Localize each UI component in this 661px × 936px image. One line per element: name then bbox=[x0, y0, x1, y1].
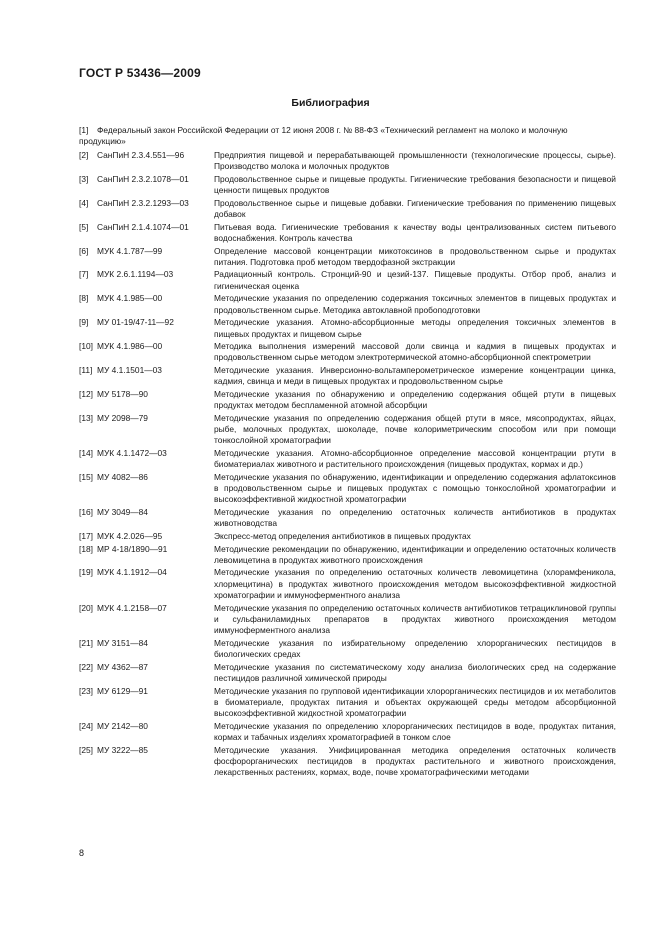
bibliography-entry bbox=[79, 269, 616, 292]
entry-number: [7] bbox=[79, 269, 89, 280]
entry-text: Экспресс-метод определения антибиотиков в пищевых продуктах bbox=[214, 530, 471, 541]
entry-text: Предприятия пищевой и перерабатывающей промышленности (технологические процессы, сырье). Производство молока и молочных продуктов bbox=[214, 150, 616, 172]
entry-text: Методические указания. Атомно-абсорбционное определение массовой концентрации ртути в биоматериалах животного и растительного происхождения (пищевых продуктах, кормах и др.) bbox=[214, 447, 616, 470]
entry-code: МУК 2.6.1.1194—03 bbox=[97, 269, 174, 280]
bibliography-entry bbox=[79, 567, 616, 601]
entry-code: МУК 4.2.026—95 bbox=[97, 530, 163, 541]
bibliography-entry bbox=[79, 507, 616, 530]
entry-number: [18] bbox=[79, 543, 93, 554]
entry-number: [15] bbox=[79, 471, 93, 482]
bibliography-entry bbox=[79, 174, 616, 197]
entry-number: [22] bbox=[79, 661, 93, 672]
entry-reference bbox=[79, 662, 214, 685]
entry-reference bbox=[79, 389, 214, 412]
entry-text: Питьевая вода. Гигиенические требования к качеству воды централизованных систем питьевого водоснабжения. Контроль качества bbox=[214, 221, 616, 243]
entry-number: [11] bbox=[79, 365, 93, 376]
entry-reference bbox=[79, 544, 214, 567]
entry-code: МУ 5178—90 bbox=[97, 388, 148, 399]
entry-reference bbox=[79, 246, 214, 269]
entry-text: Методика выполнения измерений массовой доли свинца и кадмия в пищевых продуктах и продовольственном сырье методом электротермической атомно-абсорбционной спектрометрии bbox=[214, 341, 616, 363]
bibliography-entry bbox=[79, 662, 616, 685]
entry-code: СанПиН 2.3.4.551—96 bbox=[97, 150, 185, 160]
entry-number: [4] bbox=[79, 197, 89, 208]
entry-text: Методические указания по обнаружению, идентификации и определению содержания афлатоксинов в продовольственном сырье и пищевых продуктах с помощью тонкослойной хроматографии и высокоэффективной жидкостной хроматографии bbox=[214, 471, 616, 505]
entry-text: Методические рекомендации по обнаружению, идентификации и определению остаточных количеств левомицетина в продуктах животного происхождения bbox=[214, 543, 616, 565]
document-code: ГОСТ Р 53436—2009 bbox=[79, 66, 201, 80]
entry-reference bbox=[79, 269, 214, 292]
entry-reference bbox=[79, 341, 214, 364]
entry-number: [10] bbox=[79, 341, 93, 352]
bibliography-entry bbox=[79, 150, 616, 173]
entry-code: МУК 4.1.985—00 bbox=[97, 293, 163, 304]
bibliography-entry bbox=[79, 638, 616, 661]
entry-text: Методические указания по обнаружению и определению содержания общей ртути в пищевых продуктах методом беспламенной атомной абсорбции bbox=[214, 388, 616, 411]
entry-text: Радиационный контроль. Стронций-90 и цезий-137. Пищевые продукты. Отбор проб, анализ и гигиеническая оценка bbox=[214, 269, 616, 291]
entry-reference bbox=[79, 603, 214, 637]
bibliography-entry bbox=[79, 531, 616, 542]
entry-number: [24] bbox=[79, 720, 93, 731]
entry-reference bbox=[79, 721, 214, 744]
bibliography-entry-intro bbox=[79, 125, 616, 148]
entry-code: МУ 2142—80 bbox=[97, 720, 148, 731]
entry-text: Методические указания по определению содержания общей ртути в мясе, мясопродуктах, яйцах, рыбе, молочных продуктах, шоколаде, почве колориметрическим способом или при помощи тонкослойной хроматографии bbox=[214, 412, 616, 446]
entry-code: СанПиН 2.3.2.1078—01 bbox=[97, 173, 189, 184]
entry-code: СанПиН 2.3.2.1293—03 bbox=[97, 197, 189, 208]
entry-text: Федеральный закон Российской Федерации от 12 июня 2008 г. № 88-ФЗ «Технический регламент на молоко и молочную продукцию» bbox=[79, 125, 568, 147]
entry-number: [3] bbox=[79, 173, 89, 184]
entry-code: МУК 4.1.2158—07 bbox=[97, 602, 167, 613]
entry-number: [20] bbox=[79, 602, 93, 613]
entry-reference bbox=[79, 745, 214, 779]
entry-text: Продовольственное сырье и пищевые добавки. Гигиенические требования по применению пищевых добавок bbox=[214, 197, 616, 220]
entry-text: Методические указания по избирательному определению хлорорганических пестицидов в биологических средах bbox=[214, 637, 616, 660]
bibliography-entry bbox=[79, 745, 616, 779]
entry-number: [1] bbox=[79, 125, 89, 135]
entry-number: [25] bbox=[79, 744, 93, 755]
entry-text: Методические указания по определению остаточных количеств антибиотиков тетрациклиновой группы и сульфаниламидных препаратов в продуктах животного происхождения методом иммуноферментного анализа bbox=[214, 602, 616, 636]
entry-reference bbox=[79, 448, 214, 471]
entry-code: МУ 4.1.1501—03 bbox=[97, 365, 162, 376]
page-title: Библиография bbox=[291, 97, 370, 109]
entry-code: МР 4-18/1890—91 bbox=[97, 543, 168, 554]
bibliography-entry bbox=[79, 365, 616, 388]
entry-text: Определение массовой концентрации микотоксинов в продовольственном сырье и продуктах питания. Подготовка проб методом твердофазной экстракции bbox=[214, 245, 616, 267]
entry-text: Продовольственное сырье и пищевые продукты. Гигиенические требования безопасности и пищевой ценности пищевых продуктов bbox=[214, 173, 616, 196]
page-number: 8 bbox=[79, 848, 85, 858]
entry-reference bbox=[79, 567, 214, 601]
entry-reference bbox=[79, 150, 214, 173]
bibliography-entry bbox=[79, 341, 616, 364]
entry-reference bbox=[79, 507, 214, 530]
entry-text: Методические указания. Инверсионно-вольтамперометрическое измерение концентрации цинка, кадмия, свинца и меди в пищевых продуктах и продовольственном сырье bbox=[214, 365, 616, 387]
entry-number: [9] bbox=[79, 317, 89, 328]
entry-code: МУ 4362—87 bbox=[97, 661, 148, 672]
bibliography-entry bbox=[79, 686, 616, 720]
entry-code: МУ 3049—84 bbox=[97, 507, 148, 518]
entry-text: Методические указания по определению хлорорганических пестицидов в воде, продуктах питания, кормах и табачных изделиях хроматографией в тонком слое bbox=[214, 720, 616, 743]
entry-code: МУК 4.1.986—00 bbox=[97, 341, 163, 352]
entry-text: Методические указания. Унифицированная методика определения остаточных количеств фосфорорганических пестицидов в продуктах растительного и животного происхождения, лекарственных растениях, кормах, воде, почве хроматографическими методами bbox=[214, 744, 616, 778]
entry-number: [19] bbox=[79, 567, 93, 578]
entry-text: Методические указания по определению остаточных количеств левомицетина (хлорамфеникола, хлормецитина) в продуктах животного происхождения методом высокоэффективной жидкостной хроматографии и иммуноферментного анализа bbox=[214, 567, 616, 601]
entry-reference bbox=[79, 317, 214, 340]
entry-reference bbox=[79, 472, 214, 506]
entry-number: [14] bbox=[79, 447, 93, 458]
entry-number: [8] bbox=[79, 293, 89, 304]
entry-reference bbox=[79, 222, 214, 245]
bibliography-entry bbox=[79, 448, 616, 471]
bibliography-entry bbox=[79, 472, 616, 506]
entry-reference bbox=[79, 365, 214, 388]
entry-number: [12] bbox=[79, 388, 93, 399]
entry-number: [23] bbox=[79, 685, 93, 696]
entry-reference bbox=[79, 198, 214, 221]
entry-code: МУ 4082—86 bbox=[97, 471, 148, 482]
entry-code: МУК 4.1.787—99 bbox=[97, 245, 163, 256]
entry-code: МУ 3222—85 bbox=[97, 744, 148, 755]
entry-reference bbox=[79, 531, 214, 542]
bibliography-entry bbox=[79, 389, 616, 412]
bibliography-entry bbox=[79, 198, 616, 221]
entry-number: [6] bbox=[79, 245, 89, 256]
entry-text: Методические указания по систематическому ходу анализа биологических сред на содержание пестицидов различной химической природы bbox=[214, 661, 616, 683]
entry-text: Методические указания. Атомно-абсорбционные методы определения токсичных элементов в пищевых продуктах и пищевом сырье bbox=[214, 317, 616, 339]
entry-code: СанПиН 2.1.4.1074—01 bbox=[97, 221, 189, 232]
entry-reference bbox=[79, 293, 214, 316]
entry-number: [13] bbox=[79, 412, 93, 423]
entry-reference bbox=[79, 413, 214, 447]
entry-number: [2] bbox=[79, 150, 89, 160]
entry-code: МУ 3151—84 bbox=[97, 637, 148, 648]
bibliography-entry bbox=[79, 544, 616, 567]
entry-code: МУ 01-19/47-11—92 bbox=[97, 317, 174, 328]
entry-reference bbox=[79, 686, 214, 720]
bibliography-list bbox=[79, 150, 616, 780]
entry-code: МУ 6129—91 bbox=[97, 685, 148, 696]
entry-code: МУК 4.1.1912—04 bbox=[97, 567, 167, 578]
entry-reference bbox=[79, 638, 214, 661]
entry-reference bbox=[79, 174, 214, 197]
bibliography-entry bbox=[79, 413, 616, 447]
bibliography-entry bbox=[79, 317, 616, 340]
entry-number: [5] bbox=[79, 221, 89, 232]
entry-number: [21] bbox=[79, 637, 93, 648]
entry-code: МУК 4.1.1472—03 bbox=[97, 447, 167, 458]
bibliography-entry bbox=[79, 222, 616, 245]
bibliography-entry bbox=[79, 721, 616, 744]
bibliography-entry bbox=[79, 603, 616, 637]
entry-number: [17] bbox=[79, 530, 93, 541]
bibliography-entry bbox=[79, 246, 616, 269]
entry-text: Методические указания по определению остаточных количеств антибиотиков в продуктах животноводства bbox=[214, 507, 616, 529]
entry-code: МУ 2098—79 bbox=[97, 412, 148, 423]
bibliography-entry bbox=[79, 293, 616, 316]
entry-text: Методические указания по групповой идентификации хлорорганических пестицидов и их метаболитов в биоматериале, продуктах питания и объектах окружающей среды методом абсорбционной высокоэффективной жидкостной хроматографии bbox=[214, 685, 616, 719]
entry-number: [16] bbox=[79, 507, 93, 518]
entry-text: Методические указания по определению содержания токсичных элементов в пищевых продуктах и продовольственном сырье. Методика автоклавной пробоподготовки bbox=[214, 293, 616, 315]
